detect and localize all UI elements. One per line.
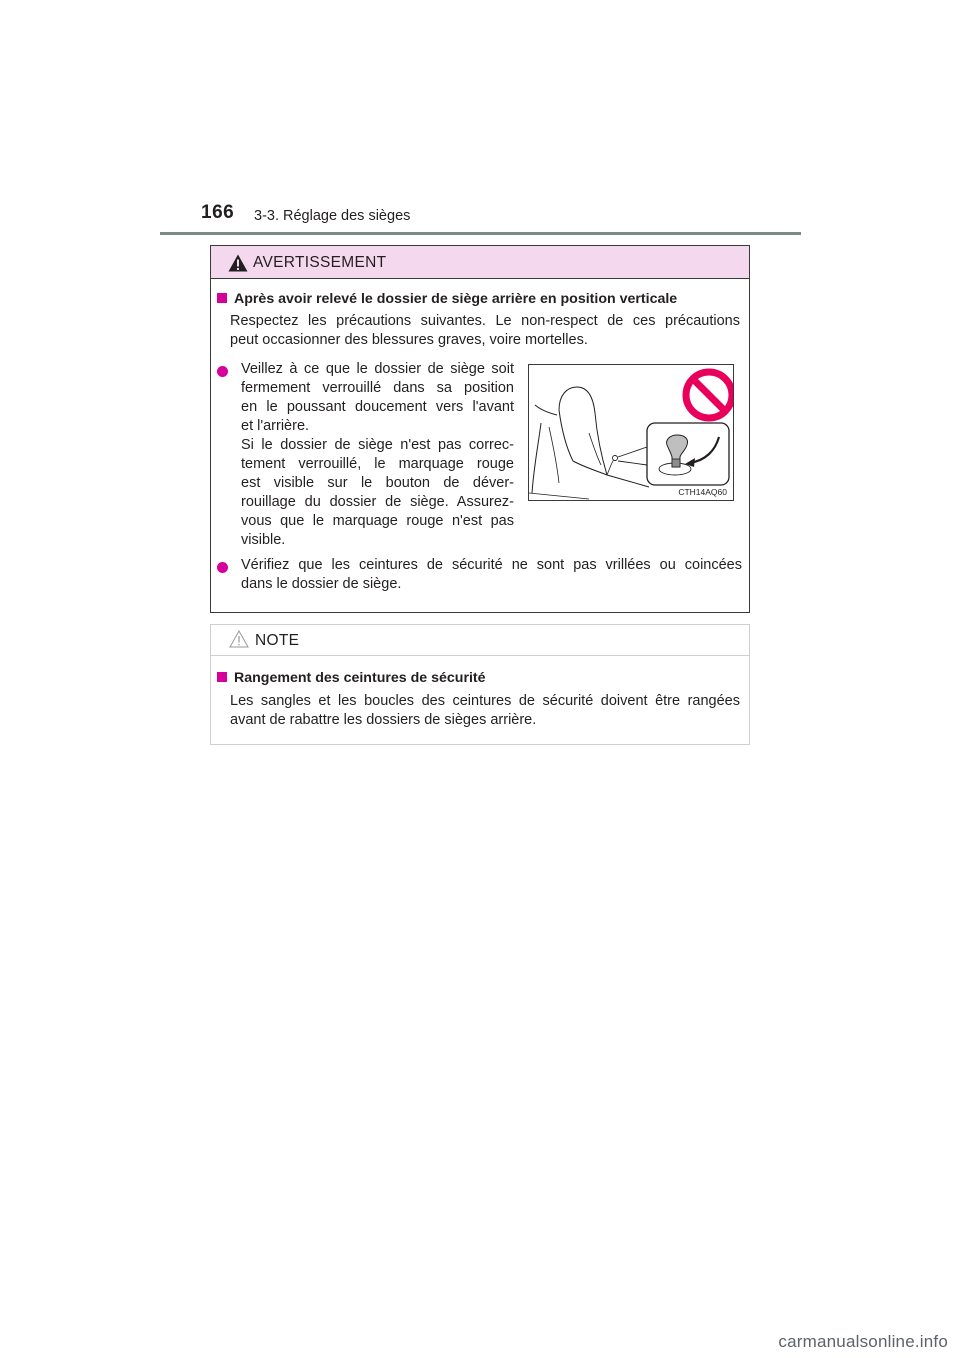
round-bullet-icon bbox=[217, 366, 228, 377]
round-bullet-icon bbox=[217, 562, 228, 573]
seat-illustration bbox=[528, 364, 734, 501]
square-bullet-icon bbox=[217, 293, 227, 303]
warning-intro: Respectez les précautions suivantes. Le non-respect de ces précautions peut occasionner des blessures graves, voire mortelles. bbox=[230, 313, 740, 348]
watermark: carmanualsonline.info bbox=[778, 1332, 948, 1351]
figure-code: CTH14AQ60 bbox=[678, 487, 727, 497]
note-title: NOTE bbox=[255, 632, 300, 649]
caution-outline-icon bbox=[229, 630, 249, 648]
bullet-text-1: Veillez à ce que le dossier de siège soit fermement verrouillé dans sa position en le poussant doucement vers l'avant et l'arrière. Si le dossier de siège n'est pas correc- tement verrouillé, le marquage rouge est visible sur le bouton de déver- rouillage du dossier de siège. Assurez- vous que le marquage rouge n'est pas visible. bbox=[241, 361, 514, 548]
warning-triangle-icon bbox=[228, 254, 248, 272]
warning-heading: Après avoir relevé le dossier de siège arrière en position verticale bbox=[217, 290, 677, 308]
warning-box bbox=[210, 245, 750, 613]
prohibition-icon bbox=[686, 372, 732, 418]
note-body: Les sangles et les boucles des ceintures de sécurité doivent être rangées avant de rabattre les dossiers de sièges arrière. bbox=[230, 693, 740, 728]
page-number: 166 bbox=[201, 202, 235, 223]
header-rule bbox=[160, 232, 801, 235]
section-title: 3-3. Réglage des sièges bbox=[254, 208, 411, 224]
note-heading: Rangement des ceintures de sécurité bbox=[217, 669, 486, 687]
warning-header bbox=[211, 246, 749, 279]
note-box bbox=[210, 624, 750, 745]
note-header bbox=[211, 625, 749, 656]
warning-title: AVERTISSEMENT bbox=[253, 254, 387, 271]
bullet-text-2: Vérifiez que les ceintures de sécurité ne sont pas vrillées ou coincées dans le dossier de siège. bbox=[241, 557, 742, 592]
square-bullet-icon bbox=[217, 672, 227, 682]
seat-lock-drawing bbox=[529, 365, 733, 500]
